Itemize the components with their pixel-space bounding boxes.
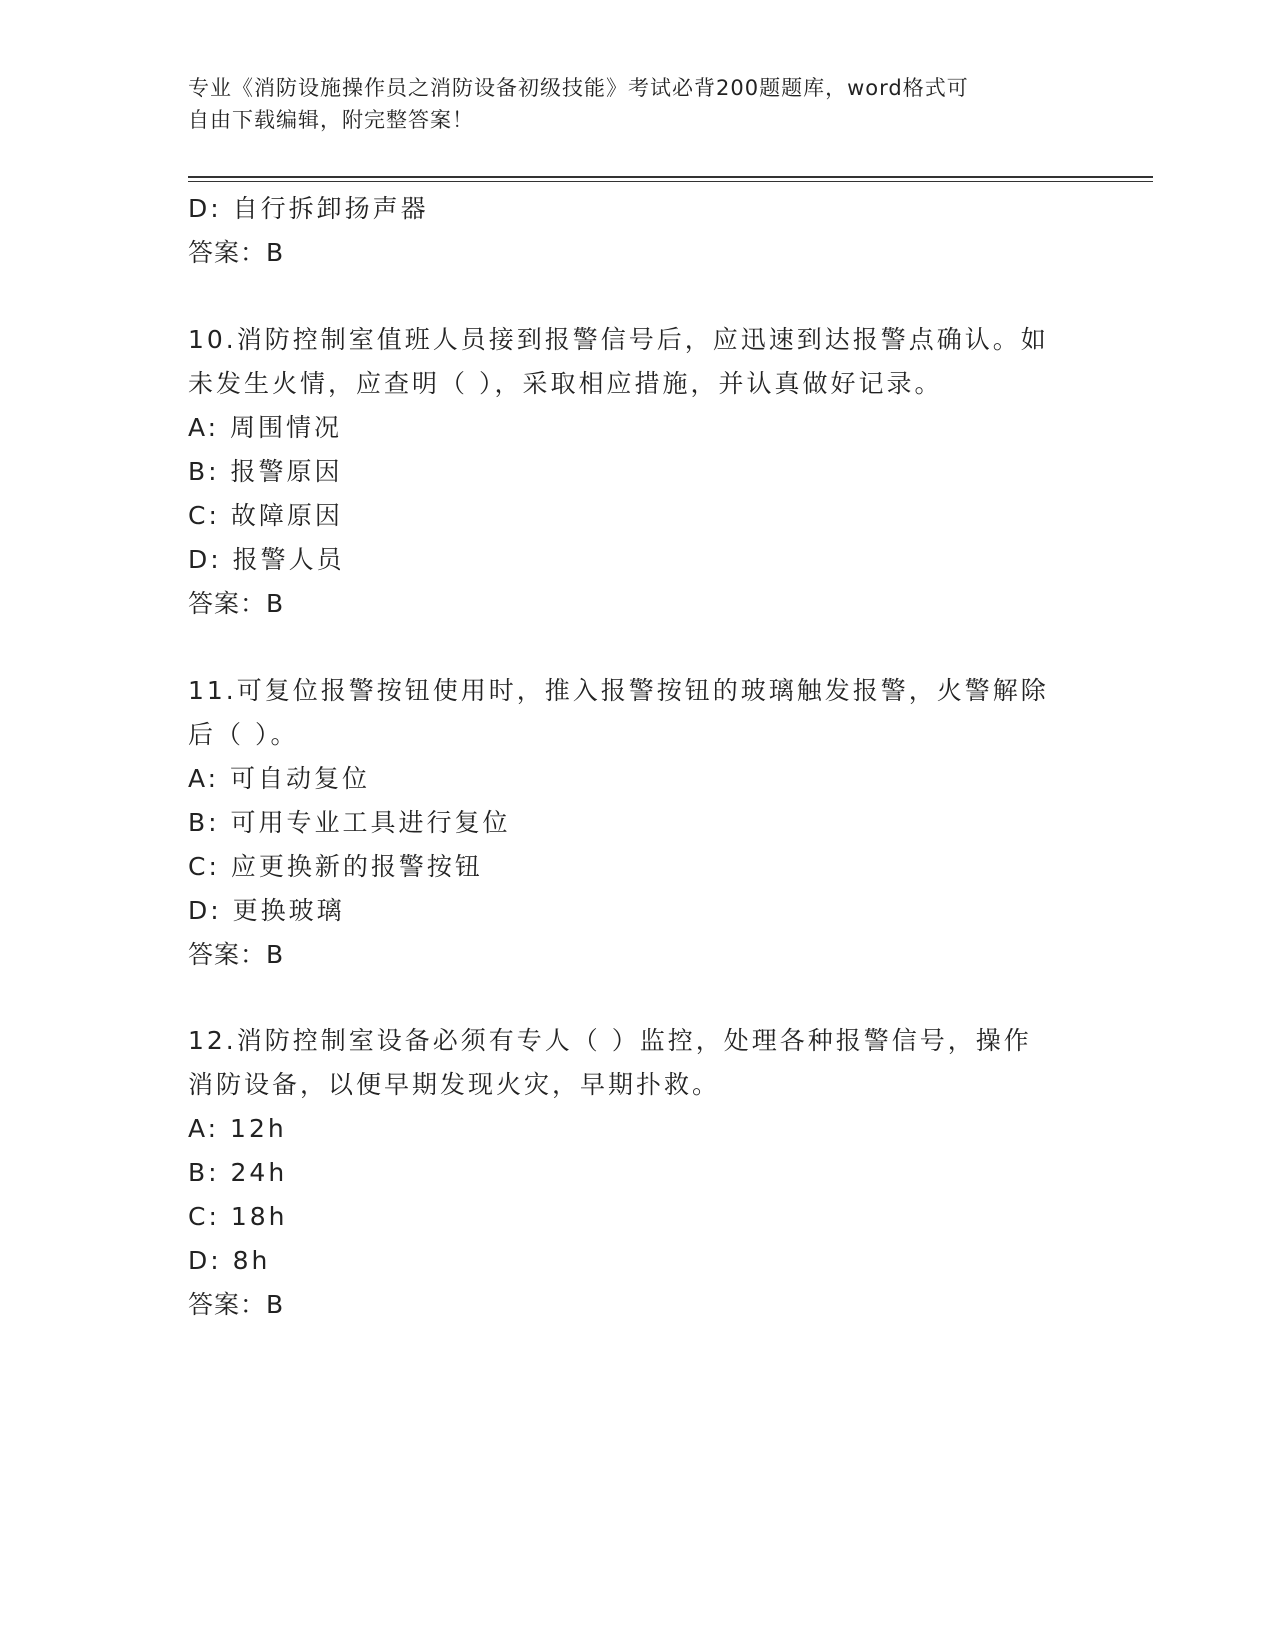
question-10-option-d: D: 报警人员 — [188, 545, 345, 574]
question-12-line-1: 12.消防控制室设备必须有专人（ ）监控，处理各种报警信号，操作 — [188, 1026, 1032, 1055]
question-12-option-b: B: 24h — [188, 1158, 288, 1187]
question-10-answer: 答案：B — [188, 589, 285, 618]
question-10-line-1: 10.消防控制室值班人员接到报警信号后，应迅速到达报警点确认。如 — [188, 325, 1049, 354]
prev-question-option-d: D: 自行拆卸扬声器 — [188, 194, 429, 223]
header-line-1: 专业《消防设施操作员之消防设备初级技能》考试必背200题题库，word格式可 — [188, 76, 969, 100]
document-header — [188, 72, 1068, 136]
header-line-2: 自由下载编辑，附完整答案！ — [188, 108, 474, 132]
question-11-option-d: D: 更换玻璃 — [188, 896, 345, 925]
question-12-answer: 答案：B — [188, 1290, 285, 1319]
question-12-option-a: A: 12h — [188, 1114, 287, 1143]
question-10-option-b: B: 报警原因 — [188, 457, 343, 486]
question-12-line-2: 消防设备，以便早期发现火灾，早期扑救。 — [188, 1070, 721, 1099]
question-11-answer: 答案：B — [188, 940, 285, 969]
question-12-option-d: D: 8h — [188, 1246, 271, 1275]
question-11-option-a: A: 可自动复位 — [188, 764, 371, 793]
question-11-line-1: 11.可复位报警按钮使用时，推入报警按钮的玻璃触发报警，火警解除 — [188, 676, 1049, 705]
header-divider-thin — [188, 181, 1153, 182]
question-10-option-a: A: 周围情况 — [188, 413, 343, 442]
question-11-line-2: 后（ ）。 — [188, 720, 299, 749]
prev-question-answer: 答案：B — [188, 238, 285, 267]
question-11-option-c: C: 应更换新的报警按钮 — [188, 852, 483, 881]
question-10-option-c: C: 故障原因 — [188, 501, 343, 530]
header-divider-thick — [188, 176, 1153, 178]
question-11-option-b: B: 可用专业工具进行复位 — [188, 808, 511, 837]
question-10-line-2: 未发生火情，应查明（ ），采取相应措施，并认真做好记录。 — [188, 369, 943, 398]
question-12-option-c: C: 18h — [188, 1202, 288, 1231]
